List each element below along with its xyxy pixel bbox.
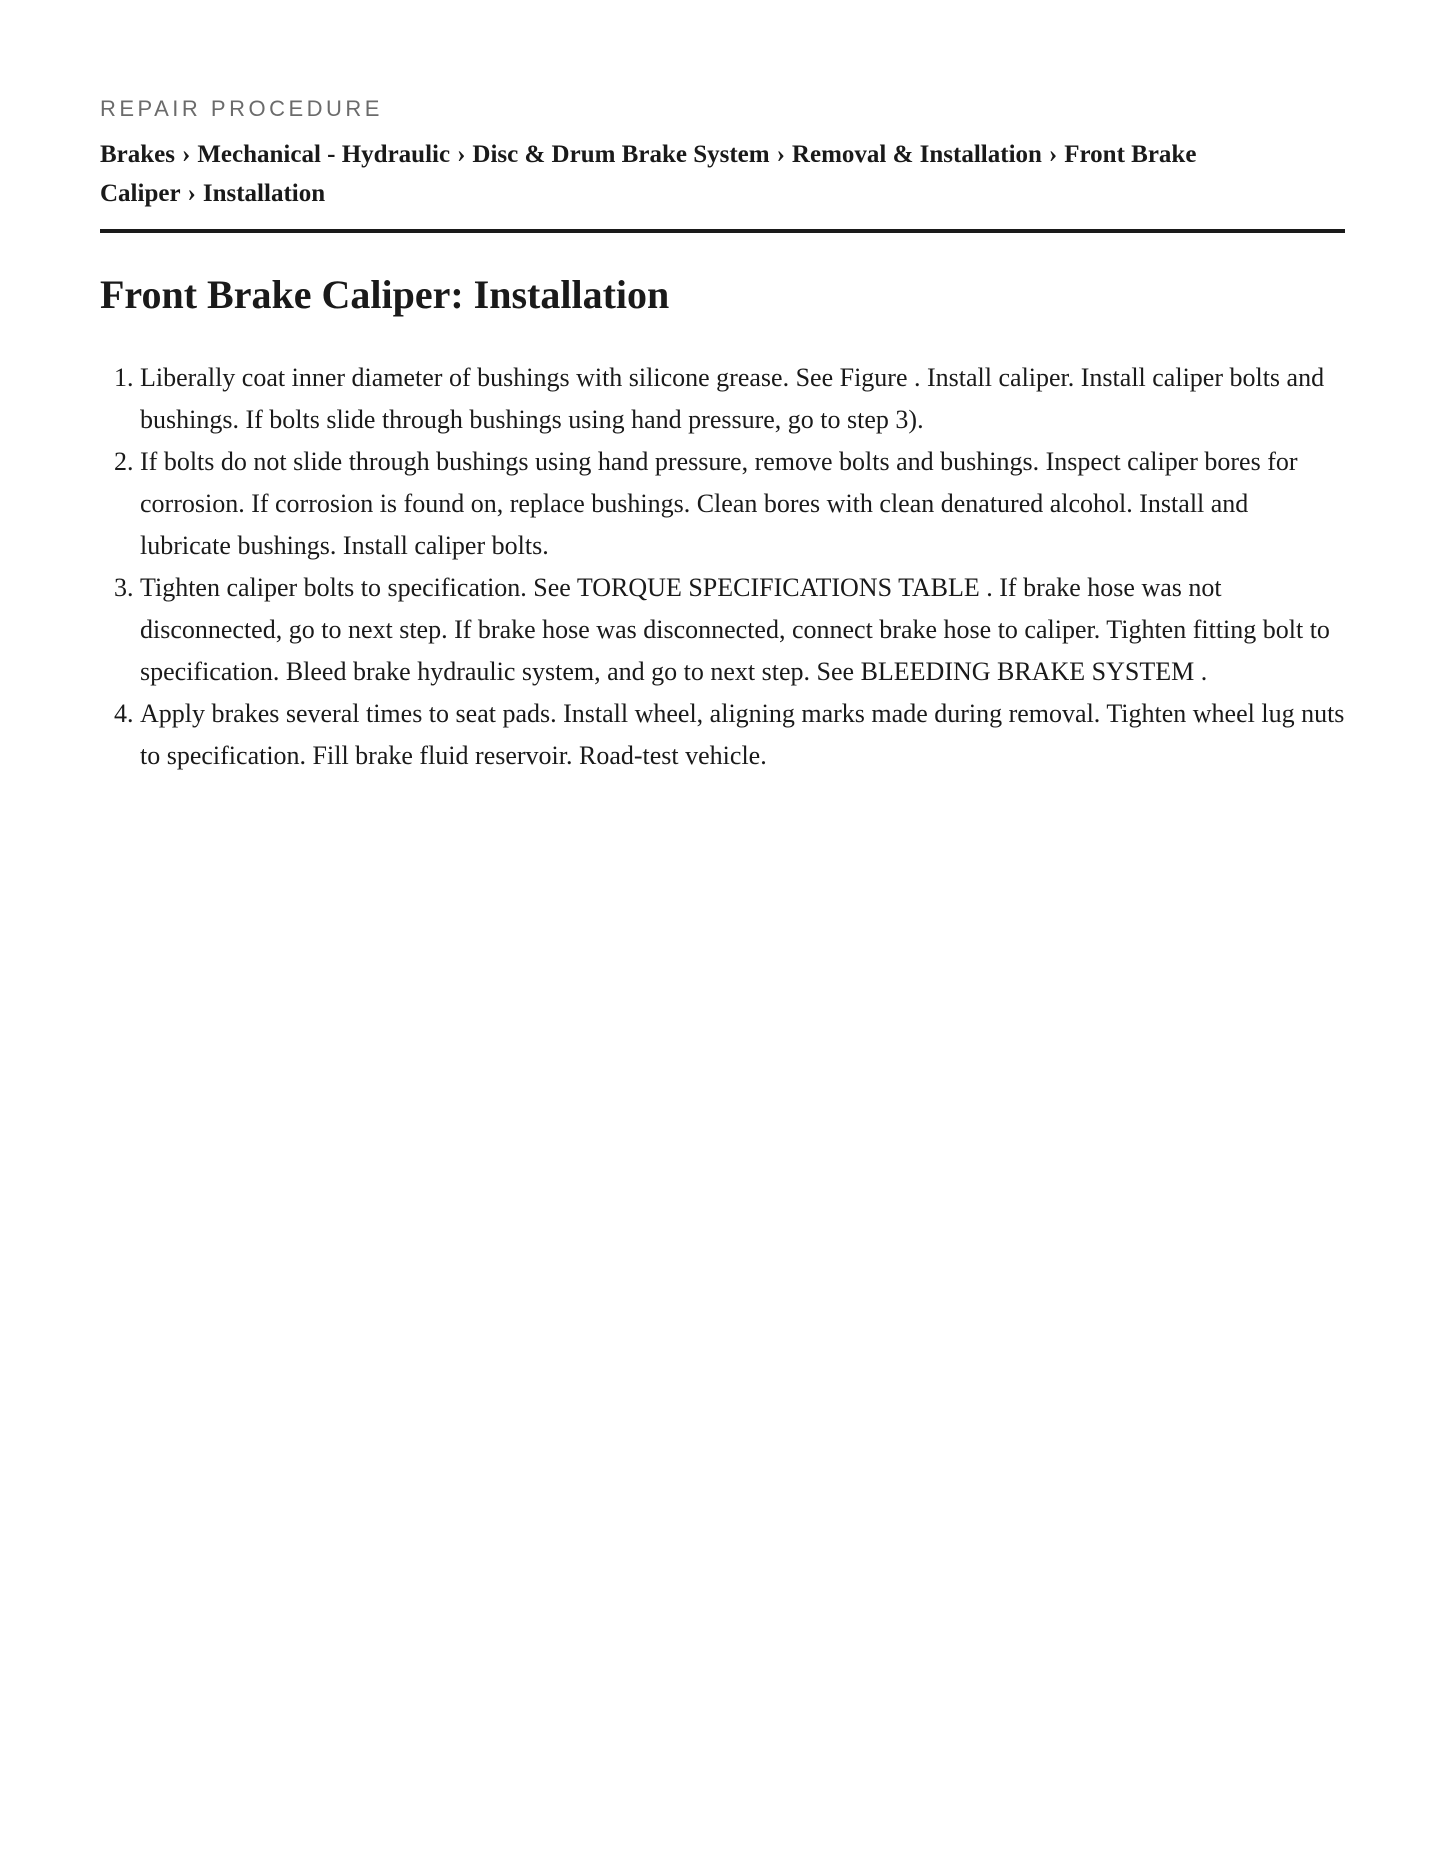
procedure-step: 4. Apply brakes several times to seat pads. Install wheel, aligning marks made during removal. Tighten wheel lug nuts to specification. Fill brake fluid reservoir. Road-test vehicle.	[140, 693, 1345, 777]
breadcrumb-separator: ›	[182, 141, 191, 168]
breadcrumb-item-brakes[interactable]: Brakes	[100, 141, 175, 168]
procedure-step: 3. Tighten caliper bolts to specification. See TORQUE SPECIFICATIONS TABLE . If brake hose was not disconnected, go to next step. If brake hose was disconnected, connect brake hose to caliper. Tighten fitting bolt to specification. Bleed brake hydraulic system, and go to next step. See BLEEDING BRAKE SYSTEM .	[140, 567, 1345, 693]
procedure-step: 1. Liberally coat inner diameter of bushings with silicone grease. See Figure . Install caliper. Install caliper bolts and bushings. If bolts slide through bushings using hand pressure, go to step 3).	[140, 357, 1345, 441]
breadcrumb-separator: ›	[776, 141, 785, 168]
page-title: Front Brake Caliper: Installation	[100, 272, 670, 317]
breadcrumb-separator: ›	[187, 180, 196, 207]
document-page	[100, 0, 1345, 777]
procedure-step: 2. If bolts do not slide through bushings using hand pressure, remove bolts and bushings. Inspect caliper bores for corrosion. If corrosion is found on, replace bushings. Clean bores with clean denatured alcohol. Install and lubricate bushings. Install caliper bolts.	[140, 441, 1345, 567]
breadcrumb-item-disc-drum-brake-system[interactable]: Disc & Drum Brake System	[472, 141, 770, 168]
breadcrumb	[100, 135, 1345, 213]
breadcrumb-item-front-brake-caliper[interactable]: Front Brake Caliper	[100, 141, 1197, 207]
breadcrumb-separator: ›	[1048, 141, 1058, 168]
breadcrumb-item-removal-installation[interactable]: Removal & Installation	[791, 141, 1042, 168]
breadcrumb-item-installation: Installation	[202, 180, 326, 207]
breadcrumb-item-mechanical-hydraulic[interactable]: Mechanical - Hydraulic	[197, 141, 451, 168]
breadcrumb-separator: ›	[457, 141, 466, 168]
section-kicker: REPAIR PROCEDURE	[100, 96, 383, 121]
header-divider	[100, 229, 1345, 233]
procedure-steps	[100, 357, 1345, 777]
